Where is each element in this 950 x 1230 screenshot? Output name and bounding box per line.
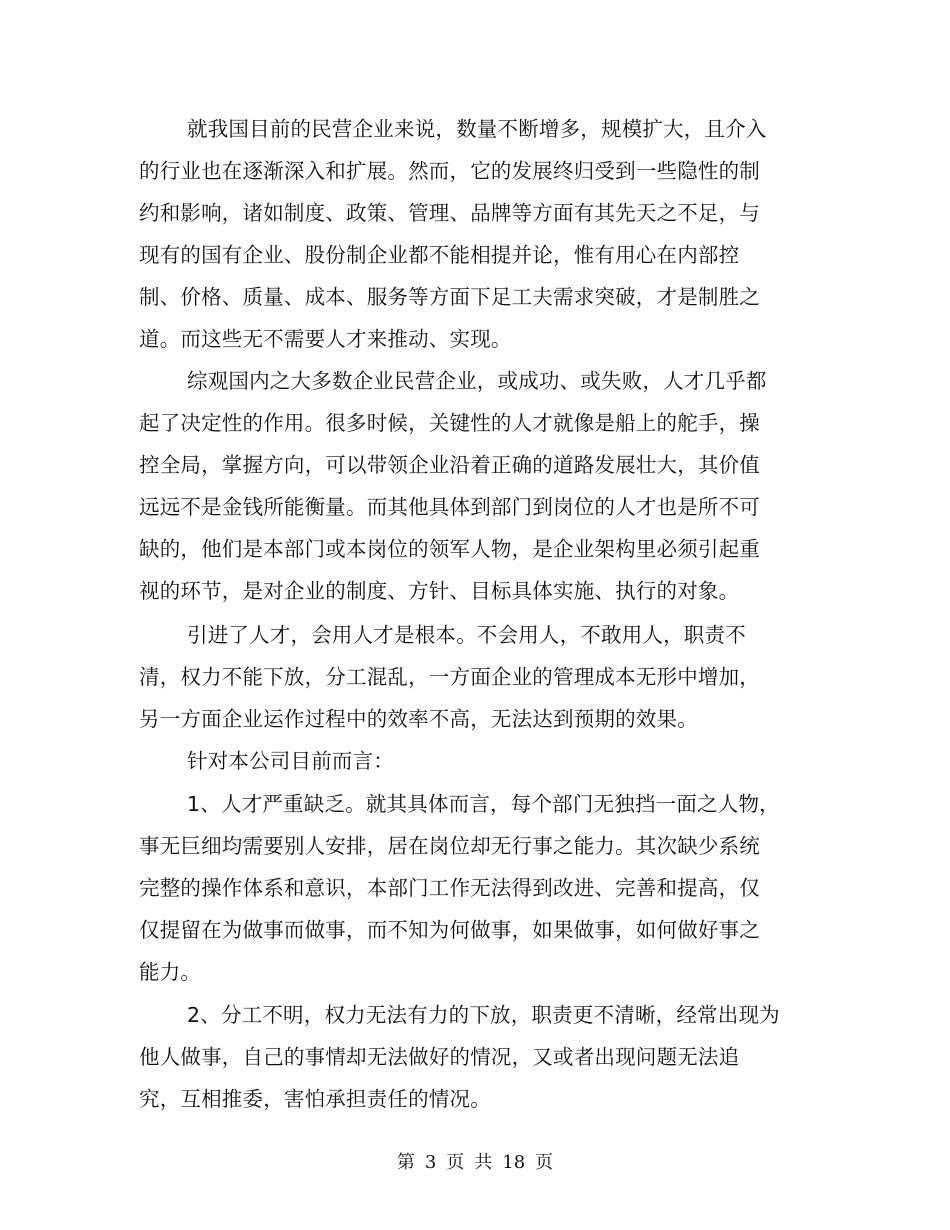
paragraph-6-line-1: 2、分工不明，权力无法有力的下放，职责更不清晰，经常出现为: [187, 1003, 780, 1027]
paragraph-6-line-2: 他人做事，自己的事情却无法做好的情况，又或者出现问题无法追: [139, 1045, 740, 1069]
paragraph-5-line-4: 仅提留在为做事而做事，而不知为何做事，如果做事，如何做好事之: [139, 918, 760, 942]
paragraph-1-line-6: 道。而这些无不需要人才来推动、实现。: [139, 327, 512, 351]
paragraph-4-line-1: 针对本公司目前而言：: [187, 749, 394, 773]
footer-page-prefix: 第: [396, 1152, 415, 1173]
paragraph-1-line-4: 现有的国有企业、股份制企业都不能相提并论，惟有用心在内部控: [139, 243, 740, 267]
paragraph-1-line-5: 制、价格、质量、成本、服务等方面下足工夫需求突破，才是制胜之: [139, 285, 760, 309]
paragraph-3-line-2: 清，权力不能下放，分工混乱，一方面企业的管理成本无形中增加，: [139, 665, 760, 689]
paragraph-2-line-6: 视的环节，是对企业的制度、方针、目标具体实施、执行的对象。: [139, 579, 740, 603]
paragraph-1-line-1: 就我国目前的民营企业来说，数量不断增多，规模扩大，且介入: [187, 117, 767, 141]
paragraph-5-line-3: 完整的操作体系和意识，本部门工作无法得到改进、完善和提高，仅: [139, 876, 760, 900]
paragraph-5-line-1: 1、人才严重缺乏。就其具体而言，每个部门无独挡一面之人物，: [187, 792, 780, 816]
paragraph-3-line-3: 另一方面企业运作过程中的效率不高，无法达到预期的效果。: [139, 707, 698, 731]
paragraph-5-line-2: 事无巨细均需要别人安排，居在岗位却无行事之能力。其次缺少系统: [139, 834, 760, 858]
paragraph-6-line-3: 究，互相推委，害怕承担责任的情况。: [139, 1087, 491, 1111]
footer-current-page: 3: [424, 1152, 437, 1173]
paragraph-2-line-4: 远远不是金钱所能衡量。而其他具体到部门到岗位的人才也是所不可: [139, 495, 760, 519]
footer-page-mid: 页: [446, 1152, 465, 1173]
paragraph-5-line-5: 能力。: [139, 960, 202, 984]
footer-page-suffix: 页: [535, 1152, 554, 1173]
paragraph-2-line-2: 起了决定性的作用。很多时候，关键性的人才就像是船上的舵手，操: [139, 411, 760, 435]
paragraph-3-line-1: 引进了人才，会用人才是根本。不会用人，不敢用人，职责不: [187, 623, 746, 647]
page-footer: [0, 1152, 950, 1174]
footer-total-prefix: 共: [474, 1152, 493, 1173]
paragraph-2-line-1: 综观国内之大多数企业民营企业，或成功、或失败，人才几乎都: [187, 369, 767, 393]
paragraph-1-line-2: 的行业也在逐渐深入和扩展。然而，它的发展终归受到一些隐性的制: [139, 159, 760, 183]
paragraph-2-line-3: 控全局，掌握方向，可以带领企业沿着正确的道路发展壮大，其价值: [139, 453, 760, 477]
paragraph-2-line-5: 缺的，他们是本部门或本岗位的领军人物，是企业架构里必须引起重: [139, 537, 760, 561]
paragraph-1-line-3: 约和影响，诸如制度、政策、管理、品牌等方面有其先天之不足，与: [139, 201, 760, 225]
footer-total-pages: 18: [502, 1152, 526, 1173]
